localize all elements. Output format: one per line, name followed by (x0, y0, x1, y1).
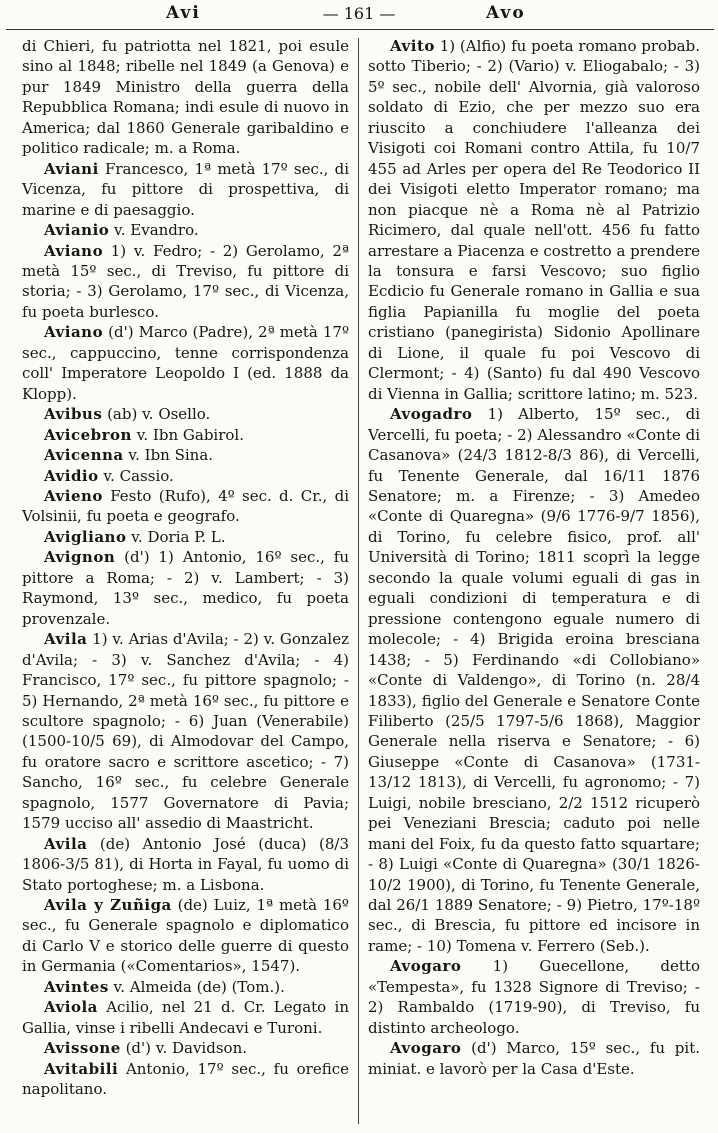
entry-headword: Avigliano (44, 527, 127, 546)
entry-continuation (22, 36, 349, 159)
entry-text: Festo (Rufo), 4º sec. d. Cr., di Volsinii, fu poeta e geografo. (22, 486, 349, 526)
dictionary-entry (22, 997, 349, 1038)
dictionary-entry (22, 486, 349, 527)
dictionary-entry (22, 159, 349, 220)
entry-headword: Avila y Zuñiga (44, 896, 172, 915)
header-rule (6, 29, 714, 30)
dictionary-entry (22, 1038, 349, 1058)
left-column (22, 36, 349, 1100)
dictionary-entry (368, 404, 700, 956)
entry-text: (ab) v. Osello. (102, 405, 211, 424)
dictionary-entry (22, 895, 349, 977)
entry-text: v. Cassio. (98, 466, 174, 485)
dictionary-entry (22, 322, 349, 404)
entry-headword: Avitabili (44, 1059, 119, 1078)
dictionary-entry (22, 445, 349, 465)
entry-headword: Avissone (44, 1039, 121, 1058)
entry-text: (d') v. Davidson. (120, 1039, 247, 1058)
dictionary-entry (22, 220, 349, 240)
entry-text: di Chieri, fu patriotta nel 1821, poi esule sino al 1848; ribelle nel 1849 (a Genova) e pur 1849 Ministro della guerra della Repubblica Romana; indi esule di nuovo in America; dal 1860 Generale garibaldino e politico radicale; m. a Roma. (22, 37, 349, 158)
entry-text: v. Ibn Gabirol. (131, 425, 244, 444)
entry-headword: Avogaro (390, 1039, 462, 1058)
entry-text: 1) (Alfio) fu poeta romano probab. sotto Tiberio; - 2) (Vario) v. Eliogabalo; - 3) 5º sec., nobile dell' Alvornia, già valoroso soldato di Ezio, che per mezzo suo era riuscito a conchiudere l'alleanza dei Visigoti coi Romani contro Attila, fu 10/7 455 ad Arles per opera del Re Teodorico II dei Visigoti eletto Imperator romano; ma non piacque nè a Roma nè al Patrizio Ricimero, dal quale nell'ott. 456 fu fatto arrestare a Piacenza e costretto a prendere la tonsura e farsi Vescovo; suo figlio Ecdicio fu Generale romano in Gallia e sua figlia Papianilla fu moglie del poeta cristiano (panegirista) Sidonio Apollinare di Lione, il quale fu poi Vescovo di Clermont; - 4) (Santo) fu dal 490 Vescovo di Vienna in Gallia; scrittore latino; m. 523. (368, 37, 700, 403)
running-head-left: Avi (166, 3, 201, 23)
entry-headword: Avieno (44, 486, 103, 505)
entry-headword: Avidio (44, 466, 99, 485)
entry-headword: Avogaro (390, 957, 462, 976)
dictionary-entry (22, 241, 349, 323)
dictionary-entry (22, 547, 349, 629)
dictionary-entry (22, 1059, 349, 1100)
page-header (0, 3, 718, 27)
entry-text: Francesco, 1ª metà 17º sec., di Vicenza, fu pittore di prospettiva, di marine e di paesaggio. (22, 159, 349, 219)
dictionary-entry (22, 629, 349, 834)
dictionary-entry (22, 527, 349, 547)
dictionary-entry (22, 977, 349, 997)
entry-headword: Avogadro (390, 405, 473, 424)
entry-headword: Avila (44, 630, 88, 649)
entry-headword: Aviano (44, 241, 104, 260)
entry-text: 1) v. Arias d'Avila; - 2) v. Gonzalez d'Avila; - 3) v. Sanchez d'Avila; - 4) Francisco, 17º sec., fu pittore spagnolo; - 5) Hernando, 2ª metà 16º sec., fu pittore e scultore spagnolo; - 6) Juan (Venerabile) (1500-10/5 69), di Almodovar del Campo, fu oratore sacro e scrittore ascetico; - 7) Sancho, 16º sec., fu celebre Generale spagnolo, 1577 Governatore di Pavia; 1579 ucciso all' assedio di Maastricht. (22, 630, 349, 833)
entry-text: (de) Luiz, 1ª metà 16º sec., fu Generale spagnolo e diplomatico di Carlo V e storico delle guerre di questo in Germania («Comentarios», 1547). (22, 896, 349, 976)
dictionary-entry (368, 36, 700, 404)
entry-text: Acilio, nel 21 d. Cr. Legato in Gallia, vinse i ribelli Andecavi e Turoni. (22, 998, 349, 1037)
entry-text: 1) Guecellone, detto «Tempesta», fu 1328 Signore di Treviso; - 2) Rambaldo (1719-90), di Treviso, fu distinto archeologo. (368, 957, 700, 1037)
entry-text: Antonio, 17º sec., fu orefice napolitano. (22, 1059, 349, 1099)
entry-headword: Avito (390, 37, 435, 55)
entry-headword: Avianio (44, 221, 110, 240)
entry-text: (de) Antonio José (duca) (8/3 1806-3/5 81), di Horta in Fayal, fu uomo di Stato portoghese; m. a Lisbona. (22, 834, 349, 894)
entry-text: v. Doria P. L. (126, 527, 226, 546)
entry-headword: Aviani (44, 159, 99, 178)
entry-text: v. Ibn Sina. (123, 446, 214, 465)
entry-headword: Avibus (44, 405, 103, 424)
column-divider (358, 38, 359, 1124)
dictionary-entry (368, 956, 700, 1038)
entry-text: v. Evandro. (109, 221, 199, 240)
dictionary-entry (22, 834, 349, 895)
right-column (368, 36, 700, 1079)
entry-text: (d') Marco, 15º sec., fu pit. miniat. e lavorò per la Casa d'Este. (368, 1039, 700, 1078)
entry-headword: Avignon (44, 548, 116, 567)
running-head-right: Avo (486, 3, 526, 23)
entry-headword: Aviano (44, 323, 104, 342)
dictionary-entry (22, 425, 349, 445)
dictionary-entry (22, 404, 349, 424)
entry-headword: Avicebron (44, 425, 132, 444)
entry-text: 1) v. Fedro; - 2) Gerolamo, 2ª metà 15º sec., di Treviso, fu pittore di storia; - 3) Gerolamo, 17º sec., di Vicenza, fu poeta burlesco. (22, 241, 349, 321)
entry-text: 1) Alberto, 15º sec., di Vercelli, fu poeta; - 2) Alessandro «Conte di Casanova» (24/3 1812-8/3 86), di Vercelli, fu Tenente Generale, dal 16/11 1876 Senatore; m. a Firenze; - 3) Amedeo «Conte di Quaregna» (9/6 1776-9/7 1856), di Torino, fu celebre fisico, prof. all' Università di Torino; 1811 scoprì la legge secondo la quale volumi eguali di gas in eguali condizioni di temperatura e di pressione contengono eguale numero di molecole; - 4) Brigida eroina bresciana 1438; - 5) Ferdinando «di Collobiano» «Conte di Valdengo», di Torino (n. 28/4 1833), figlio del Generale e Senatore Conte Filiberto (25/5 1797-5/6 1868), Maggior Generale nella riserva e Senatore; - 6) Giuseppe «Conte di Casanova» (1731-13/12 1813), di Vercelli, fu agronomo; - 7) Luigi, nobile bresciano, 2/2 1512 ricuperò pei Veneziani Brescia; caduto poi nelle mani del Foix, fu da questo fatto squartare; - 8) Luigi «Conte di Quaregna» (30/1 1826-10/2 1900), di Torino, fu Tenente Generale, dal 26/1 1889 Senatore; - 9) Pietro, 17º-18º sec., di Brescia, fu pittore ed incisore in rame; - 10) Tomena v. Ferrero (Seb.). (368, 405, 700, 955)
entry-headword: Aviola (44, 998, 98, 1017)
page-number: — 161 — (322, 4, 396, 23)
entry-headword: Avila (44, 834, 88, 853)
dictionary-entry (22, 466, 349, 486)
entry-headword: Avicenna (44, 446, 124, 465)
dictionary-entry (368, 1038, 700, 1079)
entry-text: (d') Marco (Padre), 2ª metà 17º sec., cappuccino, tenne corrispondenza coll' Imperatore Leopoldo I (ed. 1888 da Klopp). (22, 323, 349, 403)
entry-text: (d') 1) Antonio, 16º sec., fu pittore a Roma; - 2) v. Lambert; - 3) Raymond, 13º sec., medico, fu poeta provenzale. (22, 548, 349, 628)
entry-text: v. Almeida (de) (Tom.). (108, 977, 285, 996)
entry-headword: Avintes (44, 977, 109, 996)
